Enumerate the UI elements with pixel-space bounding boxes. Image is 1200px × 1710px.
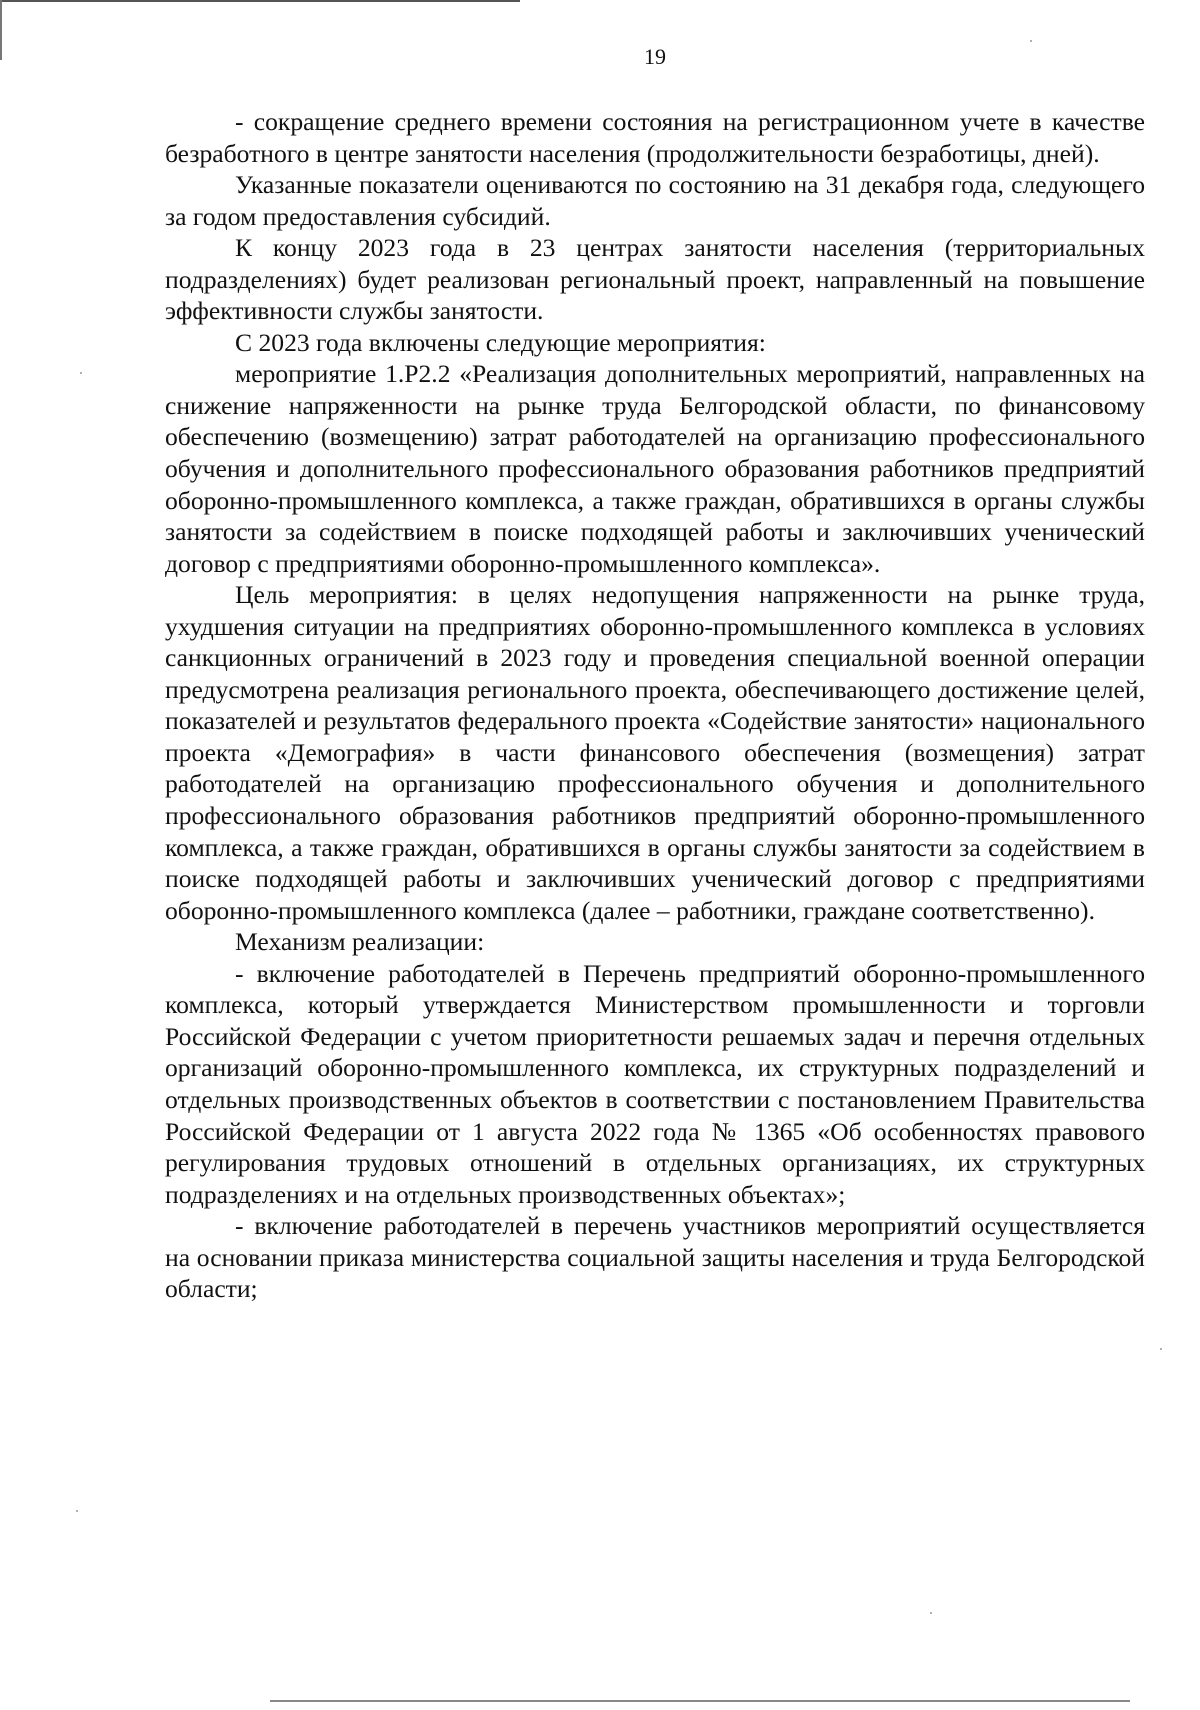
paragraph-mechanism-item-2: - включение работодателей в перечень участников мероприятий осуществляется на основании приказа министерства социальной защиты населения и труда Белгородской области; (165, 1211, 1145, 1304)
paragraph-measure-goal: Цель мероприятия: в целях недопущения напряженности на рынке труда, ухудшения ситуации на предприятиях оборонно-промышленного комплекса в условиях санкционных ограничений в 2023 году и проведения специальной военной операции предусмотрена реализация регионального проекта, обеспечивающего достижение целей, показателей и результатов федерального проекта «Содействие занятости» национального проекта «Демография» в части финансового обеспечения (возмещения) затрат работодателей на организацию профессионального обучения и дополнительного профессионального образования работников предприятий оборонно-промышленного комплекса, а также граждан, обратившихся в органы службы занятости за содействием в поиске подходящей работы и заключивших ученический договор с предприятиями оборонно-промышленного комплекса (далее – работники, граждане соответственно). (165, 580, 1145, 925)
paragraph-measure-1-p2-2: мероприятие 1.Р2.2 «Реализация дополнительных мероприятий, направленных на снижение напряженности на рынке труда Белгородской области, по финансовому обеспечению (возмещению) затрат работодателей на организацию профессионального обучения и дополнительного профессионального образования работников предприятий оборонно-промышленного комплекса, а также граждан, обратившихся в органы службы занятости за содействием в поиске подходящей работы и заключивших ученический договор с предприятиями оборонно-промышленного комплекса». (165, 359, 1145, 578)
scan-speck (76, 1510, 78, 1512)
scan-speck (80, 372, 82, 374)
paragraph-mechanism-heading: Механизм реализации: (235, 927, 485, 957)
paragraph-unemployment-duration: - сокращение среднего времени состояния на регистрационном учете в качестве безработного в центре занятости населения (продолжительности безработицы, дней). (165, 107, 1145, 168)
scan-speck (1030, 40, 1032, 42)
page-number: 19 (644, 44, 666, 69)
scan-speck (1160, 1348, 1162, 1350)
document-body (165, 106, 1145, 1305)
scan-speck (930, 1612, 932, 1614)
paragraph-regional-project: К концу 2023 года в 23 центрах занятости населения (территориальных подразделениях) будет реализован региональный проект, направленный на повышение эффективности службы занятости. (165, 233, 1145, 326)
paragraph-indicators-evaluation: Указанные показатели оцениваются по состоянию на 31 декабря года, следующего за годом предоставления субсидий. (165, 170, 1145, 231)
paragraph-mechanism-item-1: - включение работодателей в Перечень предприятий оборонно-промышленного комплекса, который утверждается Министерством промышленности и торговли Российской Федерации с учетом приоритетности решаемых задач и перечня отдельных организаций оборонно-промышленного комплекса, их структурных подразделений и отдельных производственных объектов в соответствии с постановлением Правительства Российской Федерации от 1 августа 2022 года № 1365 «Об особенностях правового регулирования трудовых отношений в отдельных организациях, их структурных подразделениях и на отдельных производственных объектах»; (165, 958, 1145, 1209)
scan-top-edge-line (0, 0, 520, 2)
paragraph-measures-intro: С 2023 года включены следующие мероприятия: (235, 327, 766, 357)
scan-bottom-edge-line (270, 1700, 1130, 1702)
